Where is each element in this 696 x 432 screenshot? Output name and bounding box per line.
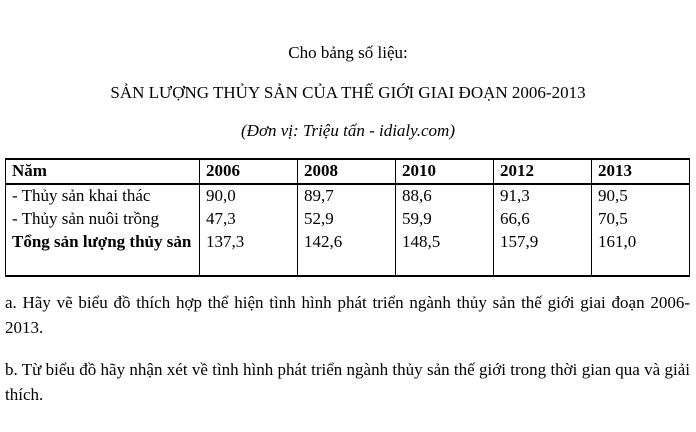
table-cell: 88,6	[396, 184, 494, 208]
unit-note: (Đơn vị: Triệu tấn - idialy.com)	[241, 121, 455, 140]
header-year-2006: 2006	[200, 159, 298, 184]
table-row	[6, 184, 690, 208]
table-title: SẢN LƯỢNG THỦY SẢN CỦA THẾ GIỚI GIAI ĐOẠN 2006-2013	[110, 83, 586, 102]
question-b: b. Từ biểu đồ hãy nhận xét về tình hình phát triển ngành thủy sản thế giới trong thời gian qua và giải thích.	[5, 360, 690, 404]
table-cell: 142,6	[298, 231, 396, 276]
table-cell: 90,0	[200, 184, 298, 208]
table-cell: 91,3	[494, 184, 592, 208]
table-cell: 70,5	[592, 208, 690, 231]
table-cell: 66,6	[494, 208, 592, 231]
row-label: Tổng sản lượng thủy sản	[6, 231, 200, 276]
header-year-2012: 2012	[494, 159, 592, 184]
table-cell: 90,5	[592, 184, 690, 208]
table-cell: 157,9	[494, 231, 592, 276]
intro-text: Cho bảng số liệu:	[288, 43, 408, 62]
table-cell: 137,3	[200, 231, 298, 276]
header-year-2010: 2010	[396, 159, 494, 184]
question-a: a. Hãy vẽ biểu đồ thích hợp thể hiện tình hình phát triển ngành thủy sản thế giới giai đoạn 2006-2013.	[5, 293, 690, 337]
row-label: - Thủy sản nuôi trồng	[6, 208, 200, 231]
table-cell: 59,9	[396, 208, 494, 231]
table-cell: 161,0	[592, 231, 690, 276]
table-cell: 52,9	[298, 208, 396, 231]
table-row	[6, 208, 690, 231]
header-year-2008: 2008	[298, 159, 396, 184]
row-label: - Thủy sản khai thác	[6, 184, 200, 208]
table-header-row	[6, 159, 690, 184]
header-year-label: Năm	[6, 159, 200, 184]
table-row-total	[6, 231, 690, 276]
table-cell: 148,5	[396, 231, 494, 276]
table-cell: 47,3	[200, 208, 298, 231]
data-table	[5, 158, 690, 277]
header-year-2013: 2013	[592, 159, 690, 184]
table-cell: 89,7	[298, 184, 396, 208]
